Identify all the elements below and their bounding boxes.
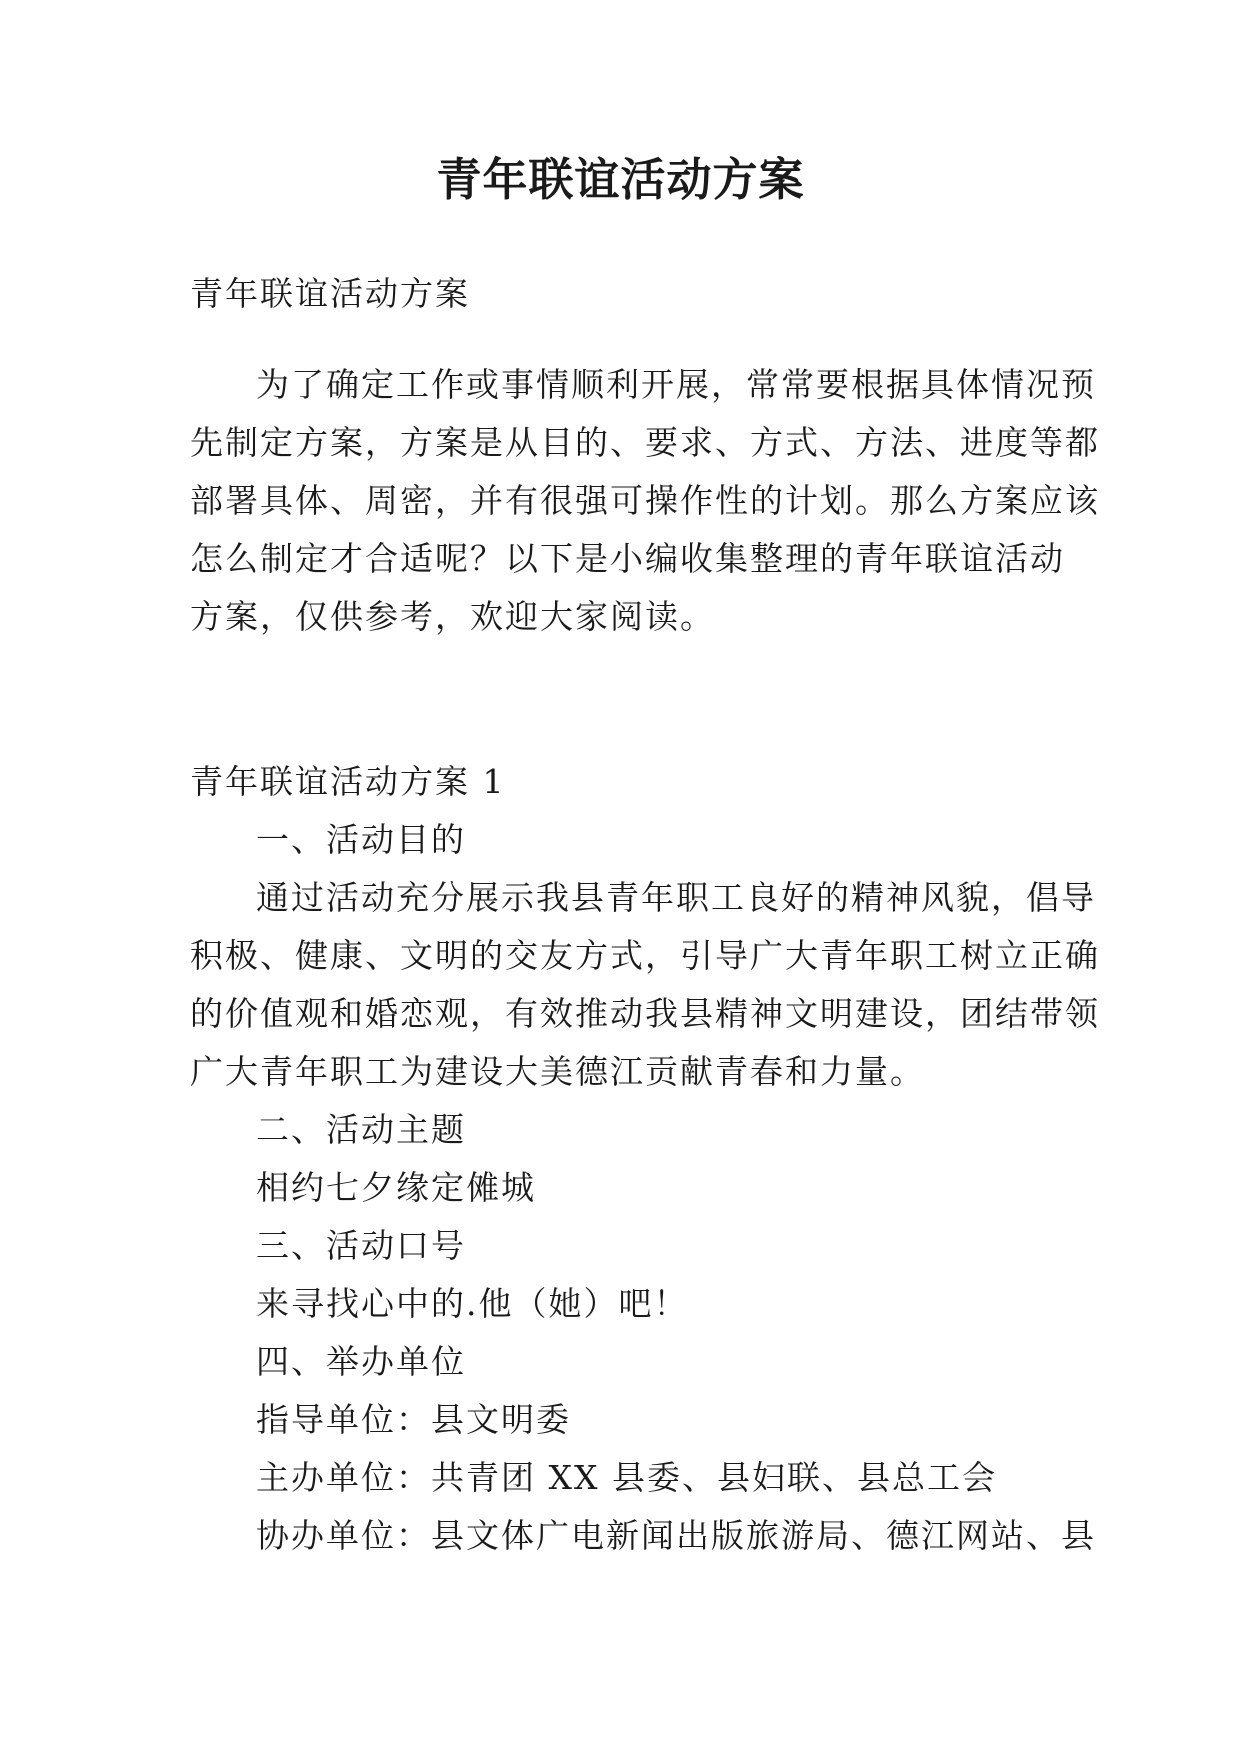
section-line: 相约七夕缘定傩城 [256,1168,536,1207]
document-title: 青年联谊活动方案 [436,153,805,206]
section-line: 指导单位：县文明委 [256,1400,571,1439]
section-line: 的价值观和婚恋观，有效推动我县精神文明建设，团结带领 [190,994,1100,1033]
subtitle-line: 青年联谊活动方案 [190,274,470,313]
section-line: 三、活动口号 [256,1226,466,1265]
document-subtitle [190,265,1050,323]
section-line: 四、举办单位 [256,1342,466,1381]
intro-line: 部署具体、周密，并有很强可操作性的计划。那么方案应该 [190,481,1100,520]
intro-line: 先制定方案，方案是从目的、要求、方式、方法、进度等都 [190,423,1100,462]
section-line: 二、活动主题 [256,1110,466,1149]
section-line: 协办单位：县文体广电新闻出版旅游局、德江网站、县 [256,1516,1096,1555]
section-1 [190,753,1100,1565]
section-line: 主办单位：共青团 XX 县委、县妇联、县总工会 [256,1458,997,1497]
section-line: 来寻找心中的.他（她）吧！ [256,1284,689,1323]
intro-line: 方案，仅供参考，欢迎大家阅读。 [190,597,715,636]
section-heading: 青年联谊活动方案 1 [190,762,506,801]
section-line: 一、活动目的 [256,820,466,859]
section-line: 广大青年职工为建设大美德江贡献青春和力量。 [190,1052,925,1091]
section-line: 积极、健康、文明的交友方式，引导广大青年职工树立正确 [190,936,1100,975]
intro-paragraph [190,356,1100,646]
intro-line: 为了确定工作或事情顺利开展，常常要根据具体情况预 [256,365,1096,404]
section-line: 通过活动充分展示我县青年职工良好的精神风貌，倡导 [256,878,1096,917]
intro-line: 怎么制定才合适呢？以下是小编收集整理的青年联谊活动 [190,539,1065,578]
